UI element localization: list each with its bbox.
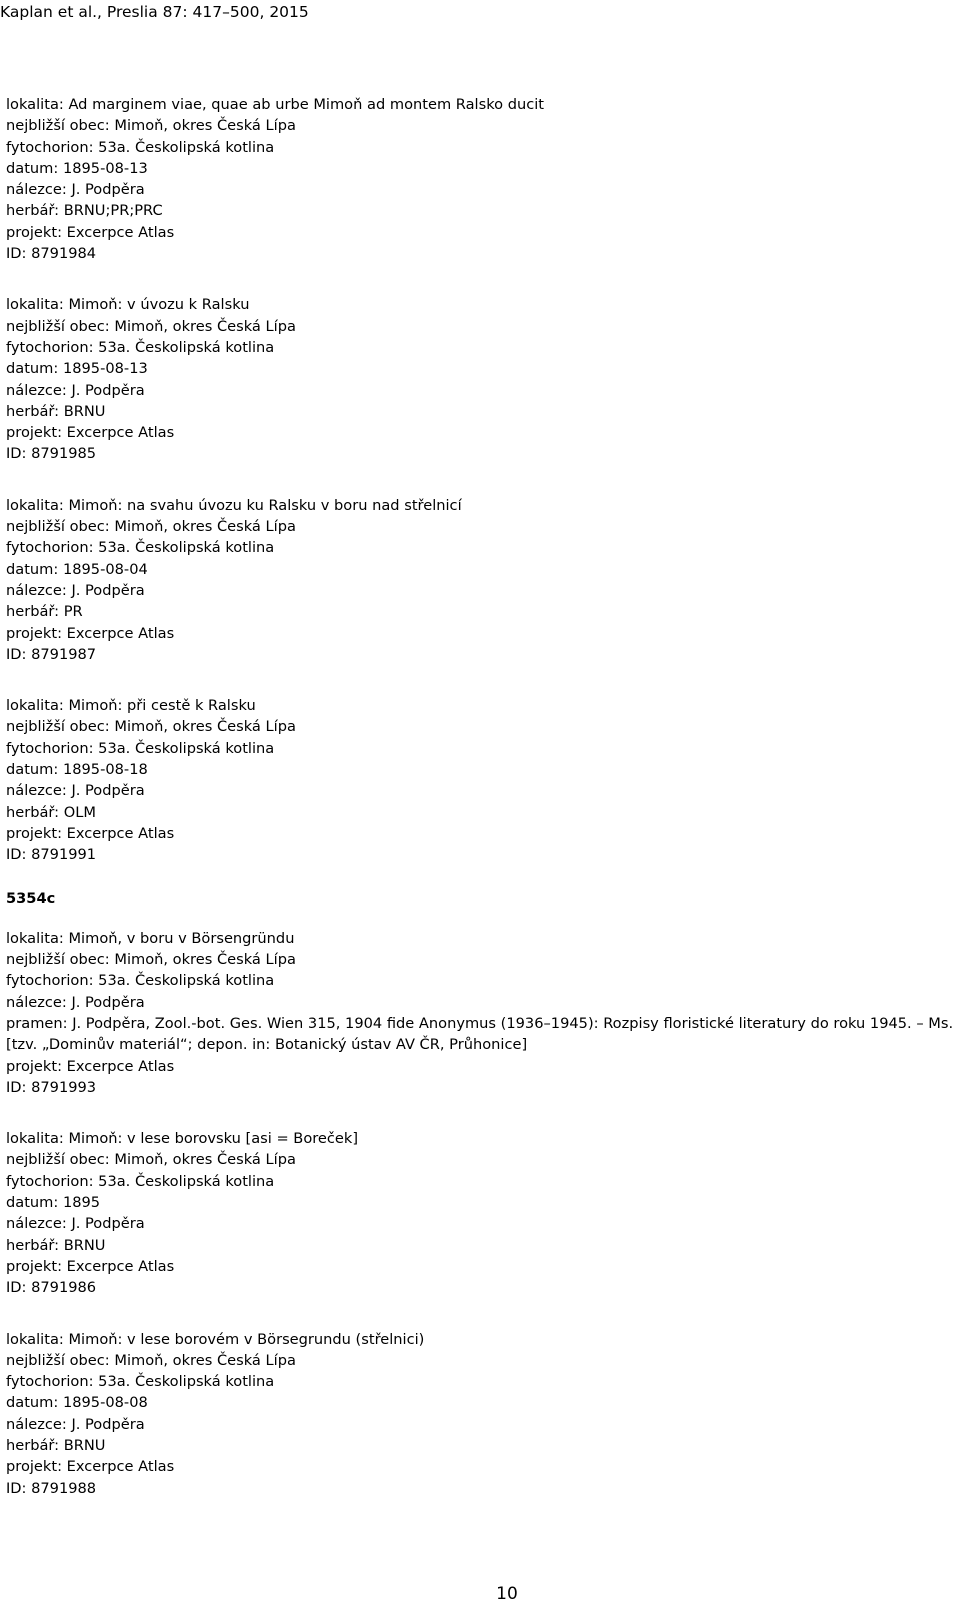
- record-field-herbar: herbář: BRNU: [6, 402, 106, 420]
- record-field-lokalita: lokalita: Mimoň: v úvozu k Ralsku: [6, 296, 250, 314]
- record-field-id: ID: 8791993: [6, 1078, 97, 1096]
- record-field-id: ID: 8791985: [6, 445, 97, 463]
- record-field-id: ID: 8791986: [6, 1279, 97, 1297]
- locality-record: [6, 1128, 958, 1298]
- record-field-id: ID: 8791987: [6, 645, 97, 663]
- record-field-datum: datum: 1895-08-18: [6, 761, 148, 779]
- record-field-nalezce: nálezce: J. Podpěra: [6, 581, 145, 599]
- record-field-lokalita: lokalita: Mimoň: v lese borovém v Börsegrundu (střelnici): [6, 1330, 425, 1348]
- locality-record: [6, 1329, 958, 1499]
- record-field-projekt: projekt: Excerpce Atlas: [6, 424, 175, 442]
- locality-record: [6, 495, 958, 665]
- record-field-datum: datum: 1895-08-04: [6, 560, 148, 578]
- locality-record: [6, 695, 958, 865]
- record-field-fytochorion: fytochorion: 53a. Českolipská kotlina: [6, 138, 275, 156]
- record-list: [6, 94, 958, 1529]
- record-field-lokalita: lokalita: Mimoň: v lese borovsku [asi = Boreček]: [6, 1130, 359, 1148]
- record-field-projekt: projekt: Excerpce Atlas: [6, 624, 175, 642]
- record-field-nejblizsi-obec: nejbližší obec: Mimoň, okres Česká Lípa: [6, 117, 296, 135]
- record-field-nalezce: nálezce: J. Podpěra: [6, 782, 145, 800]
- record-field-nalezce: nálezce: J. Podpěra: [6, 381, 145, 399]
- record-field-nejblizsi-obec: nejbližší obec: Mimoň, okres Česká Lípa: [6, 518, 296, 536]
- record-field-nalezce: nálezce: J. Podpěra: [6, 1415, 145, 1433]
- record-field-pramen: pramen: J. Podpěra, Zool.-bot. Ges. Wien 315, 1904 fide Anonymus (1936–1945): Rozpisy floristické literatury do roku 1945. – Ms. [tzv. „Dominův materiál“; depon. in: Botanický ústav AV ČR, Průhonice]: [6, 1014, 954, 1054]
- record-field-nejblizsi-obec: nejbližší obec: Mimoň, okres Česká Lípa: [6, 1351, 296, 1369]
- record-field-nalezce: nálezce: J. Podpěra: [6, 993, 145, 1011]
- record-field-fytochorion: fytochorion: 53a. Českolipská kotlina: [6, 338, 275, 356]
- record-field-nejblizsi-obec: nejbližší obec: Mimoň, okres Česká Lípa: [6, 951, 296, 969]
- record-field-nalezce: nálezce: J. Podpěra: [6, 181, 145, 199]
- record-field-nalezce: nálezce: J. Podpěra: [6, 1215, 145, 1233]
- record-field-projekt: projekt: Excerpce Atlas: [6, 824, 175, 842]
- record-field-fytochorion: fytochorion: 53a. Českolipská kotlina: [6, 739, 275, 757]
- running-header: Kaplan et al., Preslia 87: 417–500, 2015: [0, 3, 309, 21]
- record-field-herbar: herbář: BRNU;PR;PRC: [6, 202, 163, 220]
- record-field-nejblizsi-obec: nejbližší obec: Mimoň, okres Česká Lípa: [6, 1151, 296, 1169]
- record-field-id: ID: 8791991: [6, 846, 97, 864]
- record-field-fytochorion: fytochorion: 53a. Českolipská kotlina: [6, 539, 275, 557]
- record-field-lokalita: lokalita: Mimoň: na svahu úvozu ku Ralsku v boru nad střelnicí: [6, 496, 462, 514]
- record-field-lokalita: lokalita: Mimoň, v boru v Börsengründu: [6, 929, 295, 947]
- record-field-datum: datum: 1895-08-13: [6, 159, 148, 177]
- record-field-id: ID: 8791984: [6, 245, 97, 263]
- record-field-id: ID: 8791988: [6, 1479, 97, 1497]
- record-field-projekt: projekt: Excerpce Atlas: [6, 223, 175, 241]
- record-field-nejblizsi-obec: nejbližší obec: Mimoň, okres Česká Lípa: [6, 317, 296, 335]
- section-heading: 5354c: [6, 889, 56, 907]
- record-field-projekt: projekt: Excerpce Atlas: [6, 1458, 175, 1476]
- record-field-datum: datum: 1895-08-08: [6, 1394, 148, 1412]
- record-field-datum: datum: 1895: [6, 1194, 101, 1212]
- record-field-datum: datum: 1895-08-13: [6, 360, 148, 378]
- record-field-herbar: herbář: OLM: [6, 803, 96, 821]
- locality-record: [6, 294, 958, 464]
- locality-record: [6, 928, 958, 1098]
- record-field-herbar: herbář: BRNU: [6, 1236, 106, 1254]
- record-field-herbar: herbář: BRNU: [6, 1437, 106, 1455]
- record-field-fytochorion: fytochorion: 53a. Českolipská kotlina: [6, 1172, 275, 1190]
- record-field-herbar: herbář: PR: [6, 603, 83, 621]
- record-field-fytochorion: fytochorion: 53a. Českolipská kotlina: [6, 1373, 275, 1391]
- record-field-nejblizsi-obec: nejbližší obec: Mimoň, okres Česká Lípa: [6, 718, 296, 736]
- record-field-lokalita: lokalita: Ad marginem viae, quae ab urbe Mimoň ad montem Ralsko ducit: [6, 96, 545, 113]
- record-field-fytochorion: fytochorion: 53a. Českolipská kotlina: [6, 972, 275, 990]
- page-number: 10: [496, 1584, 518, 1604]
- record-field-projekt: projekt: Excerpce Atlas: [6, 1257, 175, 1275]
- record-field-lokalita: lokalita: Mimoň: při cestě k Ralsku: [6, 697, 256, 715]
- locality-record: [6, 94, 958, 264]
- record-field-projekt: projekt: Excerpce Atlas: [6, 1057, 175, 1075]
